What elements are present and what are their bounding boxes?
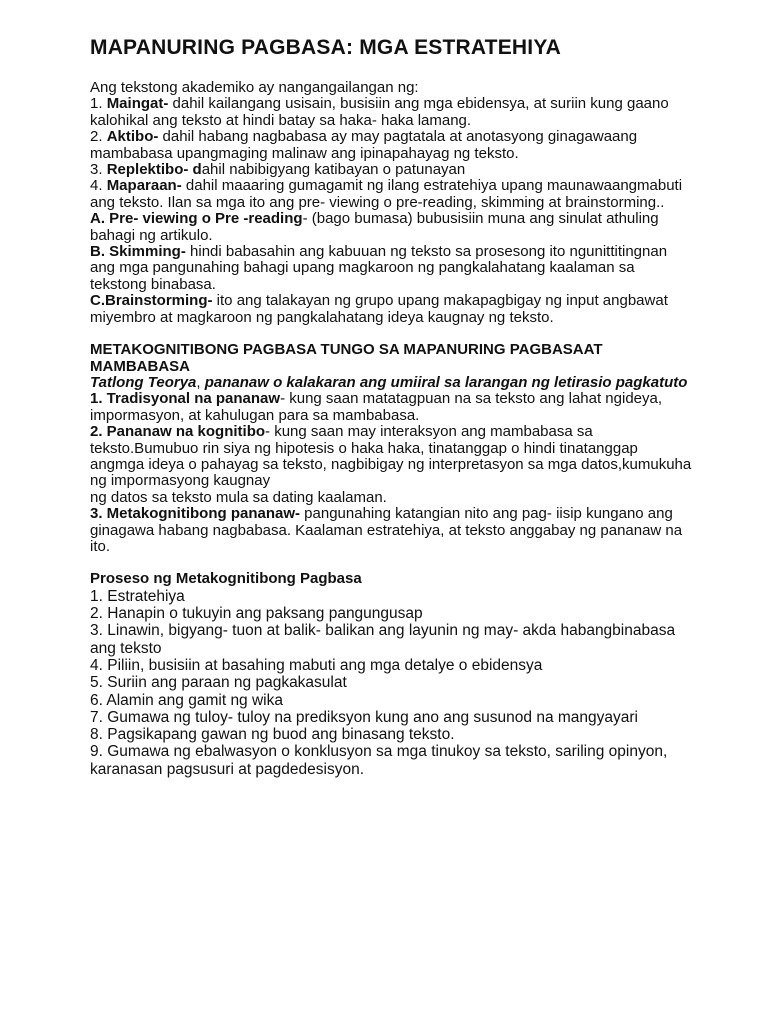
strategy-text: - (bago bumasa) bubusisiin muna ang sinulat athuling bahagi ng artikulo. — [90, 210, 659, 244]
step-item: 3. Linawin, bigyang- tuon at balik- balikan ang layunin ng may- akda habangbinabasa — [90, 622, 676, 640]
subheading-term: Tatlong Teorya — [90, 373, 197, 391]
subheading-separator: , — [196, 373, 205, 391]
strategy-text: ito ang talakayan ng grupo upang makapagbigay ng input angbawat miyembro at magkaroon ng pangkalahatang ideya kaugnay ng teksto. — [90, 292, 668, 326]
item-text: dahil kailangang usisain, busisiin ang mga ebidensya, at suriin kung gaano kalohikal ang teksto at hindi batay sa haka- haka lamang. — [90, 95, 669, 129]
step-item: 2. Hanapin o tukuyin ang paksang pangungusap — [90, 605, 423, 623]
strategy-term: A. Pre- viewing o Pre -reading — [90, 210, 303, 228]
page-title: MAPANURING PAGBASA: MGA ESTRATEHIYA — [90, 36, 561, 59]
list-item — [90, 96, 695, 129]
theory-text: - kung saan may interaksyon ang mambabasa sa teksto.Bumubuo rin siya ng hipotesis o haka haka, tinatanggap o hindi tinatanggap angmga ideya o pahayag sa teksto, nagbibigay ng interpretasyon sa mga datos,kumukuha ng impormasyong kaugnay — [90, 423, 692, 490]
theory-text: - kung saan matatagpuan na sa teksto ang lahat ngideya, impormasyon, at kahulugan para sa mambabasa. — [90, 390, 663, 424]
theory-continuation: ng datos sa teksto mula sa dating kaalaman. — [90, 488, 387, 506]
step-item: karanasan pagsusuri at pagdedesisyon. — [90, 760, 365, 778]
step-item: 7. Gumawa ng tuloy- tuloy na prediksyon kung ano ang susunod na mangyayari — [90, 708, 639, 726]
spacer — [90, 555, 695, 571]
subheading-rest: pananaw o kalakaran ang umiiral sa larangan ng letirasio pagkatuto — [204, 373, 688, 391]
item-text: dahil habang nagbabasa ay may pagtatala at anotasyong ginagawaang mambabasa upangmaging malinaw ang ipinapahayag ng teksto. — [90, 128, 638, 162]
strategy-term: C.Brainstorming- — [90, 292, 213, 310]
strategy-item — [90, 293, 695, 326]
item-term: Aktibo- — [106, 128, 159, 146]
item-term: Replektibo- d — [106, 161, 202, 179]
section-subheading — [90, 375, 695, 391]
step-item: 6. Alamin ang gamit ng wika — [90, 691, 283, 709]
list-item — [90, 129, 695, 162]
step-item: 4. Piliin, busisiin at basahing mabuti ang mga detalye o ebidensya — [90, 656, 543, 674]
theory-item — [90, 391, 695, 424]
step-item: 1. Estratehiya — [90, 587, 185, 605]
theory-item — [90, 424, 695, 490]
item-number: 2. — [90, 128, 107, 146]
list-item — [90, 178, 695, 211]
step-item: 5. Suriin ang paraan ng pagkakasulat — [90, 674, 347, 692]
step-item: 9. Gumawa ng ebalwasyon o konklusyon sa mga tinukoy sa teksto, sariling opinyon, — [90, 743, 668, 761]
item-number: 1. — [90, 95, 107, 113]
strategy-item — [90, 244, 695, 293]
item-text: ahil nabibigyang katibayan o patunayan — [201, 161, 466, 179]
theory-text: pangunahing katangian nito ang pag- iisip kungano ang ginagawa habang nagbabasa. Kaalaman estratehiya, at teksto anggabay ng pananaw na ito. — [90, 505, 683, 555]
strategy-term: B. Skimming- — [90, 243, 186, 261]
item-text: dahil maaaring gumagamit ng ilang estratehiya upang maunawaangmabuti ang teksto. Ilan sa mga ito ang pre- viewing o pre-reading, skimming at brainstorming.. — [90, 177, 683, 211]
theory-term: 2. Pananaw na kognitibo — [90, 423, 266, 441]
theory-term: 3. Metakognitibong pananaw- — [90, 505, 301, 523]
item-number: 3. — [90, 161, 107, 179]
step-item: 8. Pagsikapang gawan ng buod ang binasang teksto. — [90, 726, 455, 744]
item-term: Maparaan- — [106, 177, 182, 195]
section-heading: METAKOGNITIBONG PAGBASA TUNGO SA MAPANURING PAGBASAAT MAMBABASA — [90, 341, 603, 375]
intro-text: Ang tekstong akademiko ay nangangailangan ng: — [90, 79, 419, 96]
list-item — [90, 162, 695, 178]
strategy-item — [90, 211, 695, 244]
theory-item — [90, 506, 695, 555]
process-steps — [90, 588, 695, 778]
spacer — [90, 326, 695, 342]
step-item: ang teksto — [90, 639, 162, 657]
item-term: Maingat- — [106, 95, 169, 113]
item-number: 4. — [90, 177, 107, 195]
strategy-text: hindi babasahin ang kabuuan ng teksto sa prosesong ito ngunittitingnan ang mga pangunahing bahagi upang magkaroon ng pangkalahatang kaalaman sa tekstong binabasa. — [90, 243, 668, 293]
section-heading: Proseso ng Metakognitibong Pagbasa — [90, 570, 362, 588]
theory-term: 1. Tradisyonal na pananaw — [90, 390, 281, 408]
document-page — [90, 34, 695, 778]
